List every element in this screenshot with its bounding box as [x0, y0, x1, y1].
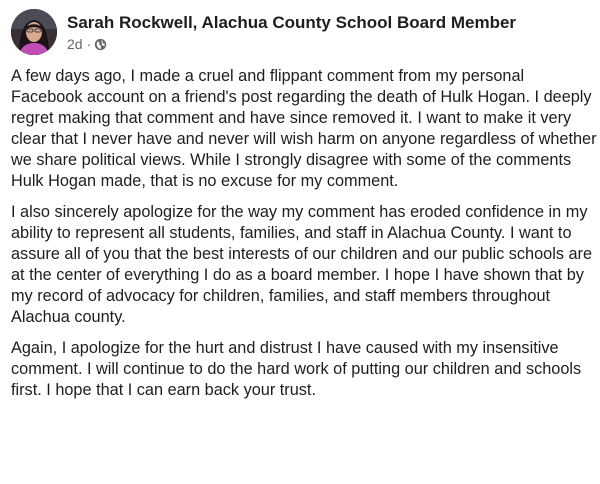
post-timestamp[interactable]: 2d — [67, 36, 83, 52]
post-paragraph-3: Again, I apologize for the hurt and distrust I have caused with my insensitive comment. I will continue to do the hard work of putting our children and schools first. I hope that I can earn back your trust. — [11, 339, 582, 399]
separator-dot: · — [86, 36, 92, 52]
post-paragraph-1: A few days ago, I made a cruel and flippant comment from my personal Facebook account on a friend's post regarding the death of Hulk Hogan. I deeply regret making that comment and have since removed it. I want to make it very clear that I never have and never will wish harm on anyone regardless of whether we share political views. While I strongly disagree with some of the comments Hulk Hogan made, that is no excuse for my comment. — [11, 67, 597, 190]
avatar-image — [11, 9, 57, 55]
post-paragraph-2: I also sincerely apologize for the way my comment has eroded confidence in my ability to represent all students, families, and staff in Alachua County. I want to assure all of you that the best interests of our children and our public schools are at the center of everything I do as a board member. I hope I have shown that by my record of advocacy for children, families, and staff members throughout Alachua county. — [11, 203, 593, 326]
post-subline — [67, 35, 516, 53]
post-body — [11, 66, 597, 411]
post-header — [11, 9, 516, 55]
avatar[interactable] — [11, 9, 57, 55]
globe-icon[interactable] — [94, 38, 107, 51]
author-name[interactable]: Sarah Rockwell, Alachua County School Board Member — [67, 13, 517, 32]
post-meta — [67, 12, 516, 53]
